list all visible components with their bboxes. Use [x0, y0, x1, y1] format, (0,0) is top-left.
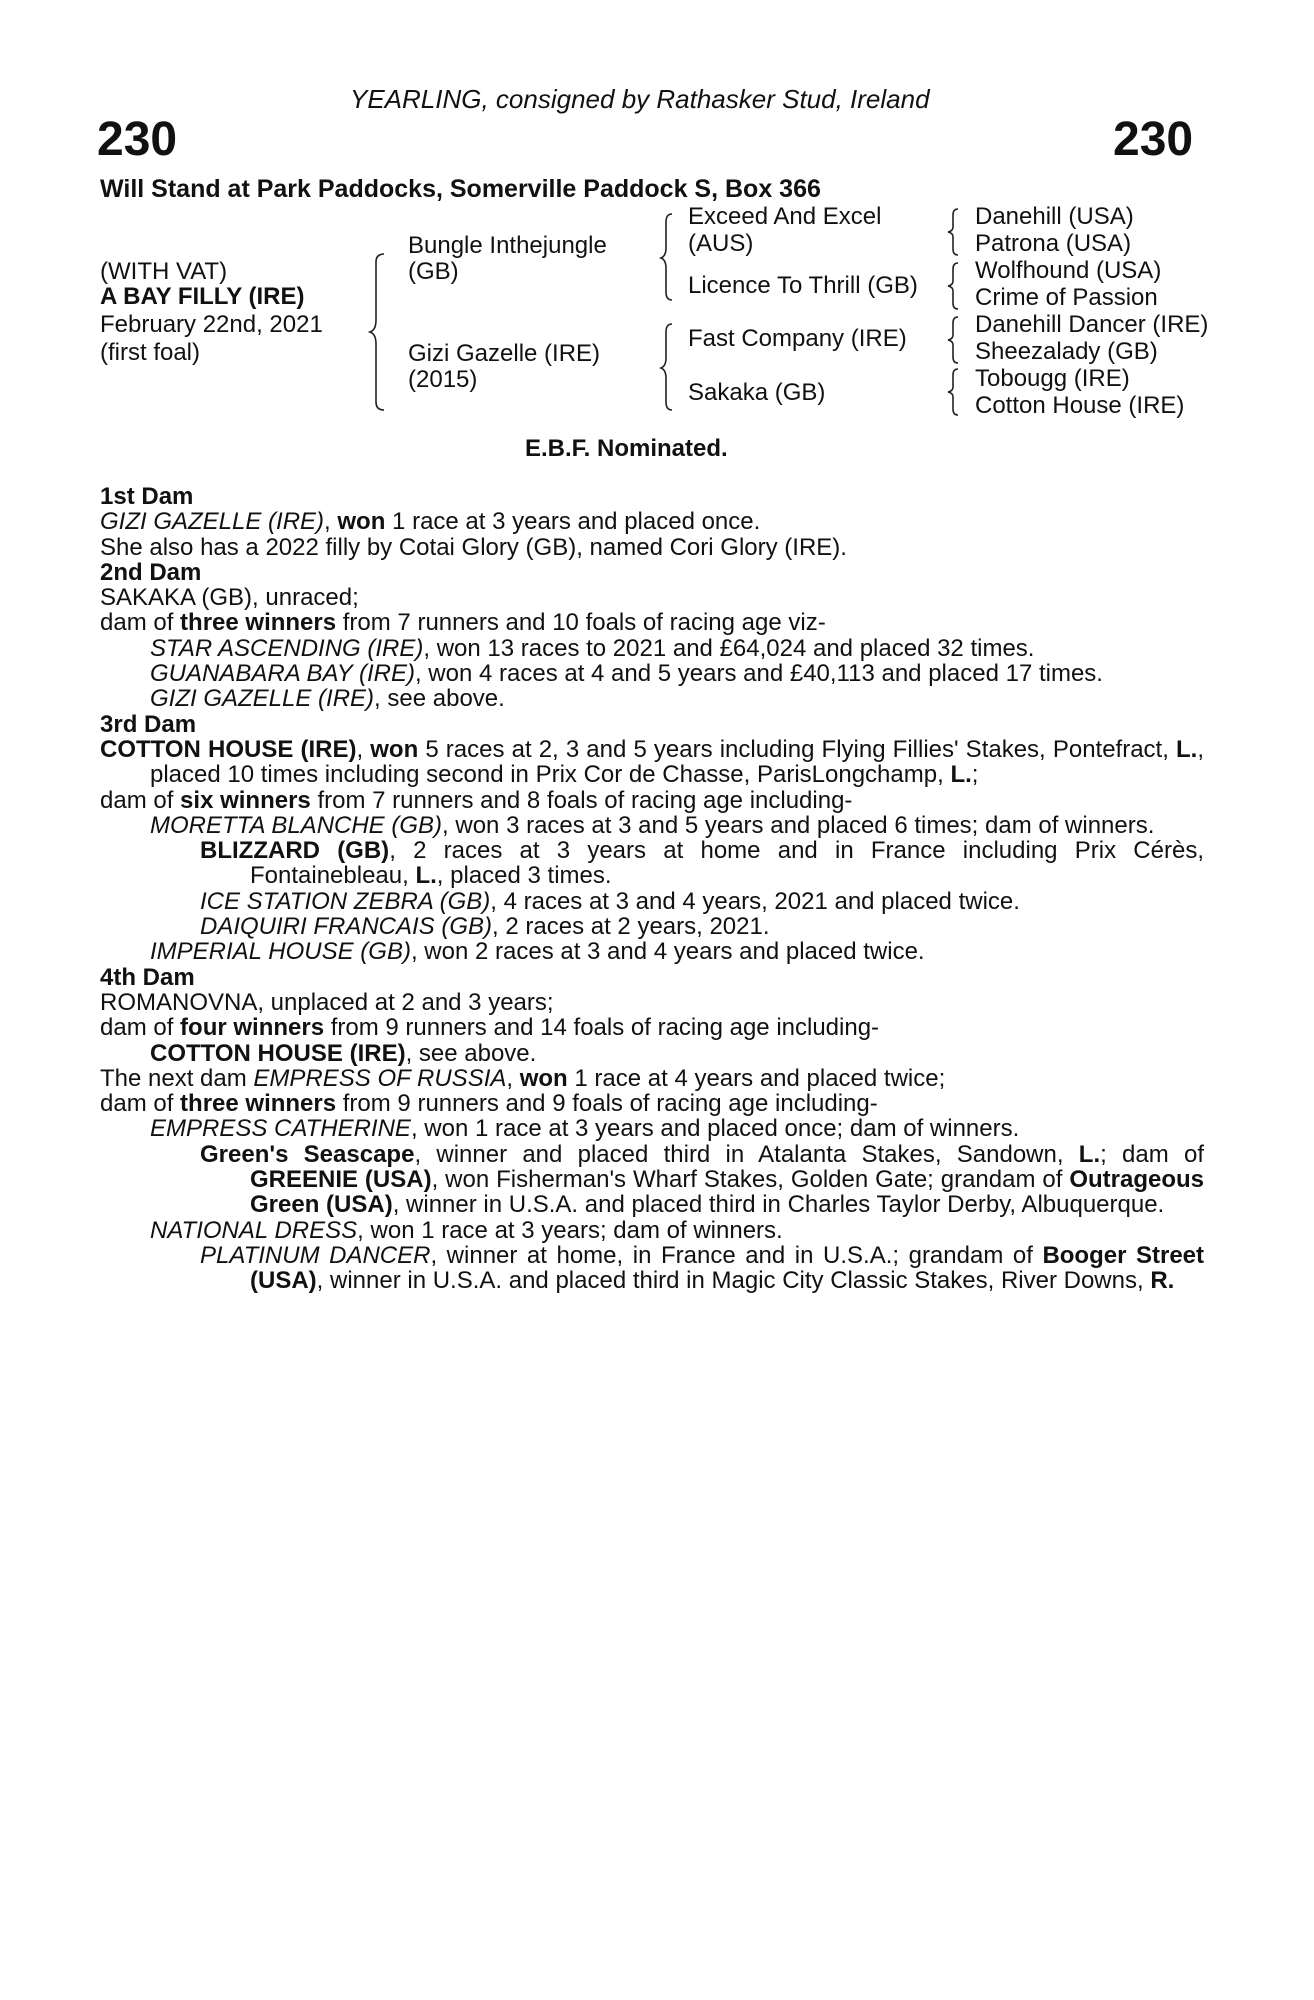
- first-dam-heading: 1st Dam: [100, 483, 194, 510]
- progeny-record: , 4 races at 3 and 4 years, 2021 and placed twice.: [490, 887, 1020, 915]
- progeny-entry: [100, 636, 1204, 661]
- won-label: won: [519, 1064, 568, 1092]
- grandprogeny-entry: [100, 1142, 1204, 1218]
- grandprogeny-entry: [100, 914, 1204, 939]
- progeny-name: Booger Street (USA): [250, 1241, 1205, 1295]
- progeny-record: , placed 3 times.: [436, 862, 612, 890]
- second-dam-heading: 2nd Dam: [100, 558, 202, 586]
- progeny-record: , see above.: [405, 1039, 537, 1067]
- ebf-nominated: E.B.F. Nominated.: [525, 435, 728, 462]
- progeny-entry: [100, 939, 1204, 964]
- sire-name: Bungle Inthejungle: [408, 232, 607, 259]
- pedigree-bracket-1: [372, 252, 392, 412]
- dam-name: COTTON HOUSE (IRE): [100, 735, 357, 763]
- foal-note: (first foal): [100, 339, 201, 366]
- third-dam-line: [100, 737, 1204, 788]
- dam-name: EMPRESS OF RUSSIA: [253, 1064, 507, 1092]
- progeny-record: , won 3 races at 3 and 5 years and placed 6 times; dam of winners.: [442, 811, 1155, 839]
- progeny-name: BLIZZARD (GB): [200, 837, 390, 865]
- progeny-record: , won 1 race at 3 years; dam of winners.: [357, 1216, 783, 1244]
- progeny-record: , winner at home, in France and in U.S.A.; grandam of: [430, 1241, 1043, 1269]
- progeny-entry: [100, 1116, 1204, 1141]
- progeny-entry: [100, 813, 1204, 838]
- g3-ancestor: Danehill (USA): [975, 203, 1134, 230]
- third-dam-heading: 3rd Dam: [100, 710, 197, 738]
- produce-prefix: dam of: [100, 1090, 181, 1118]
- listed-marker: L.: [415, 862, 437, 890]
- progeny-record: , see above.: [374, 685, 505, 713]
- progeny-name: COTTON HOUSE (IRE): [150, 1039, 406, 1067]
- race-record: 1 race at 4 years and placed twice;: [567, 1064, 946, 1092]
- race-record: 1 race at 3 years and placed once.: [385, 508, 761, 536]
- g3-ancestor: Tobougg (IRE): [975, 365, 1130, 392]
- next-dam-line: [100, 1066, 1204, 1091]
- pedigree-bracket-g3-1: [946, 207, 966, 257]
- dam-name: Gizi Gazelle (IRE): [408, 340, 601, 367]
- g3-ancestor: Wolfhound (USA): [975, 257, 1162, 284]
- pedigree-bracket-g3-2: [946, 261, 966, 311]
- produce-suffix: from 7 runners and 8 foals of racing age including-: [310, 786, 853, 814]
- won-label: won: [337, 508, 386, 536]
- consignment-line: YEARLING, consigned by Rathasker Stud, Ireland: [350, 84, 930, 114]
- separator: ,: [324, 508, 338, 536]
- fourth-dam-produce: [100, 1015, 1204, 1040]
- restricted-marker: R.: [1150, 1267, 1175, 1295]
- progeny-entry: [100, 686, 1204, 711]
- produce-prefix: dam of: [100, 609, 181, 637]
- lot-number-right: 230: [1113, 113, 1194, 166]
- sire-dam-name: Licence To Thrill (GB): [688, 272, 918, 299]
- pedigree-bracket-g3-4: [946, 367, 966, 417]
- progeny-record: ; dam of: [1100, 1140, 1204, 1168]
- grandprogeny-entry: [100, 1243, 1204, 1294]
- dam-sire-name: Fast Company (IRE): [688, 325, 907, 352]
- sire-sire-origin: (AUS): [688, 230, 754, 257]
- race-record: , placed 10 times including second in Prix Cor de Chasse, ParisLongchamp,: [150, 735, 1205, 789]
- progeny-name: Green's Seascape: [200, 1140, 415, 1168]
- dam-dam-name: Sakaka (GB): [688, 379, 826, 406]
- winners-count: four winners: [180, 1014, 325, 1042]
- sire-sire-name: Exceed And Excel: [688, 203, 882, 230]
- progeny-name: MORETTA BLANCHE (GB): [150, 811, 443, 839]
- progeny-name: Outrageous Green (USA): [250, 1166, 1204, 1219]
- produce-prefix: dam of: [100, 1014, 181, 1042]
- grandprogeny-entry: [100, 889, 1204, 914]
- lot-number-left: 230: [97, 113, 178, 166]
- g3-ancestor: Danehill Dancer (IRE): [975, 311, 1209, 338]
- progeny-entry: [100, 661, 1204, 686]
- horse-name: A BAY FILLY (IRE): [100, 283, 305, 310]
- progeny-entry: [100, 1041, 1204, 1066]
- progeny-name: IMPERIAL HOUSE (GB): [150, 938, 411, 966]
- g3-ancestor: Patrona (USA): [975, 230, 1132, 257]
- fourth-dam-heading: 4th Dam: [100, 963, 195, 991]
- listed-marker: L.: [1176, 735, 1198, 763]
- progeny-name: GIZI GAZELLE (IRE): [150, 685, 375, 713]
- progeny-record: , 2 races at 3 years at home and in France including Prix Cérès, Fontainebleau,: [250, 837, 1204, 890]
- winners-count: three winners: [180, 609, 337, 637]
- next-dam-produce: [100, 1091, 1204, 1116]
- dam-year: (2015): [408, 366, 478, 393]
- progeny-name: STAR ASCENDING (IRE): [150, 634, 424, 662]
- separator: ,: [356, 735, 371, 763]
- progeny-record: , winner and placed third in Atalanta Stakes, Sandown,: [414, 1140, 1079, 1168]
- progeny-record: , winner in U.S.A. and placed third in Charles Taylor Derby, Albuquerque.: [392, 1191, 1165, 1219]
- next-dam-prefix: The next dam: [100, 1064, 254, 1092]
- separator: ;: [971, 761, 979, 789]
- listed-marker: L.: [950, 761, 972, 789]
- progeny-record: , won 2 races at 3 and 4 years and placed twice.: [410, 938, 925, 966]
- produce-suffix: from 7 runners and 10 foals of racing age viz-: [336, 609, 826, 637]
- foaling-date: February 22nd, 2021: [100, 311, 323, 338]
- fourth-dam-line: ROMANOVNA, unplaced at 2 and 3 years;: [100, 988, 554, 1016]
- progeny-name: NATIONAL DRESS: [150, 1216, 358, 1244]
- second-dam-produce: [100, 610, 1204, 635]
- first-dam-note: She also has a 2022 filly by Cotai Glory (GB), named Cori Glory (IRE).: [100, 533, 847, 561]
- winners-count: three winners: [180, 1090, 337, 1118]
- progeny-record: , winner in U.S.A. and placed third in Magic City Classic Stakes, River Downs,: [316, 1267, 1151, 1295]
- race-record: 5 races at 2, 3 and 5 years including Flying Fillies' Stakes, Pontefract,: [418, 735, 1177, 763]
- first-dam-line: [100, 509, 1204, 534]
- stand-info: Will Stand at Park Paddocks, Somerville Paddock S, Box 366: [100, 175, 821, 203]
- progeny-name: GREENIE (USA): [250, 1166, 432, 1194]
- pedigree-bracket-g3-3: [946, 315, 966, 365]
- sire-origin: (GB): [408, 258, 459, 285]
- g3-ancestor: Sheezalady (GB): [975, 338, 1158, 365]
- progeny-name: GUANABARA BAY (IRE): [150, 660, 415, 688]
- produce-suffix: from 9 runners and 9 foals of racing age including-: [336, 1090, 878, 1118]
- progeny-record: , won 4 races at 4 and 5 years and £40,113 and placed 17 times.: [414, 660, 1103, 688]
- g3-ancestor: Cotton House (IRE): [975, 392, 1185, 419]
- vat-note: (WITH VAT): [100, 258, 228, 285]
- progeny-entry: [100, 1218, 1204, 1243]
- produce-suffix: from 9 runners and 14 foals of racing age including-: [324, 1014, 880, 1042]
- produce-prefix: dam of: [100, 786, 181, 814]
- progeny-record: , won Fisherman's Wharf Stakes, Golden Gate; grandam of: [431, 1166, 1070, 1194]
- second-dam-line: SAKAKA (GB), unraced;: [100, 584, 359, 612]
- grandprogeny-entry: [100, 838, 1204, 889]
- g3-ancestor: Crime of Passion: [975, 284, 1158, 311]
- pedigree-bracket-dam: [660, 322, 680, 412]
- separator: ,: [506, 1064, 520, 1092]
- dam-name: GIZI GAZELLE (IRE): [100, 508, 325, 536]
- won-label: won: [370, 735, 419, 763]
- progeny-name: EMPRESS CATHERINE: [150, 1115, 411, 1143]
- pedigree-bracket-sire: [660, 212, 680, 302]
- progeny-record: , won 13 races to 2021 and £64,024 and placed 32 times.: [423, 634, 1035, 662]
- progeny-name: PLATINUM DANCER: [200, 1241, 431, 1269]
- third-dam-produce: [100, 788, 1204, 813]
- progeny-name: DAIQUIRI FRANCAIS (GB): [200, 913, 493, 941]
- winners-count: six winners: [180, 786, 311, 814]
- listed-marker: L.: [1078, 1140, 1101, 1168]
- progeny-record: , won 1 race at 3 years and placed once; dam of winners.: [410, 1115, 1020, 1143]
- progeny-record: , 2 races at 2 years, 2021.: [492, 913, 770, 941]
- progeny-name: ICE STATION ZEBRA (GB): [200, 887, 491, 915]
- catalogue-body: [100, 484, 1204, 1294]
